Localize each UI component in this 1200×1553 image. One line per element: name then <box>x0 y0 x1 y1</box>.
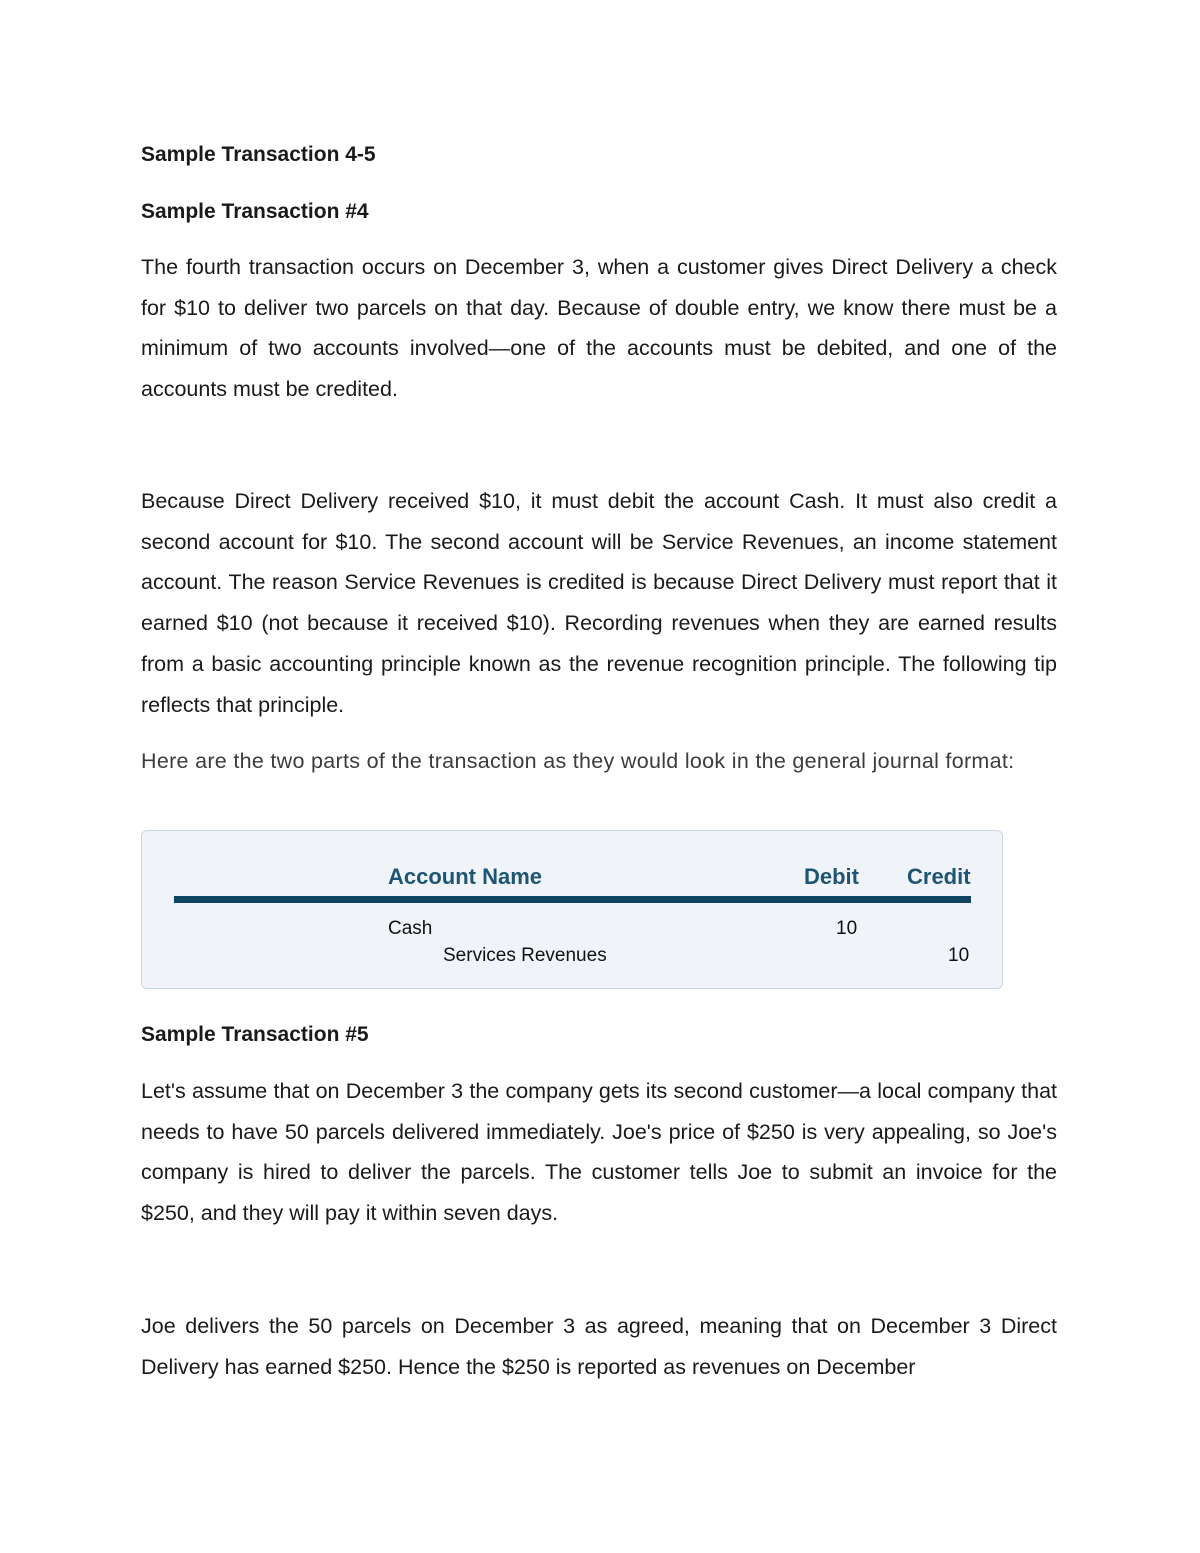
journal-intro-text: Here are the two parts of the transaction as they would look in the general journal format: <box>141 749 1015 773</box>
journal-row-1-account: Cash <box>388 918 433 939</box>
transaction-5-paragraph-1: Let's assume that on December 3 the company gets its second customer—a local company that needs to have 50 parcels delivered immediately. Joe's price of $250 is very appealing, so Joe's company is hired to deliver the parcels. The customer tells Joe to submit an invoice for the $250, and they will pay it within seven days. <box>141 1079 1057 1226</box>
journal-row-2-credit: 10 <box>948 945 970 966</box>
journal-row-1-debit: 10 <box>836 918 858 939</box>
transaction-4-title: Sample Transaction #4 <box>141 200 369 223</box>
transaction-5-paragraph-2: Joe delivers the 50 parcels on December 3 as agreed, meaning that on December 3 Direct Delivery has earned $250. Hence the $250 is reported as revenues on December <box>141 1314 1057 1379</box>
transaction-4-paragraph-2: Because Direct Delivery received $10, it must debit the account Cash. It must also credit a second account for $10. The second account will be Service Revenues, an income statement account. The reason Service Revenues is credited is because Direct Delivery must report that it earned $10 (not because it received $10). Recording revenues when they are earned results from a basic accounting principle known as the revenue recognition principle. The following tip reflects that principle. <box>141 489 1057 717</box>
transaction-5-title: Sample Transaction #5 <box>141 1023 369 1046</box>
document-heading: Sample Transaction 4-5 <box>141 143 376 166</box>
general-journal-table <box>141 830 1003 989</box>
journal-row-2-account: Services Revenues <box>443 945 607 966</box>
credit-header: Credit <box>907 864 971 889</box>
header-divider <box>174 896 971 903</box>
account-name-header: Account Name <box>388 864 543 889</box>
debit-header: Debit <box>804 864 859 889</box>
transaction-4-paragraph-1: The fourth transaction occurs on December 3, when a customer gives Direct Delivery a check for $10 to deliver two parcels on that day. Because of double entry, we know there must be a minimum of two accounts involved—one of the accounts must be debited, and one of the accounts must be credited. <box>141 255 1057 402</box>
